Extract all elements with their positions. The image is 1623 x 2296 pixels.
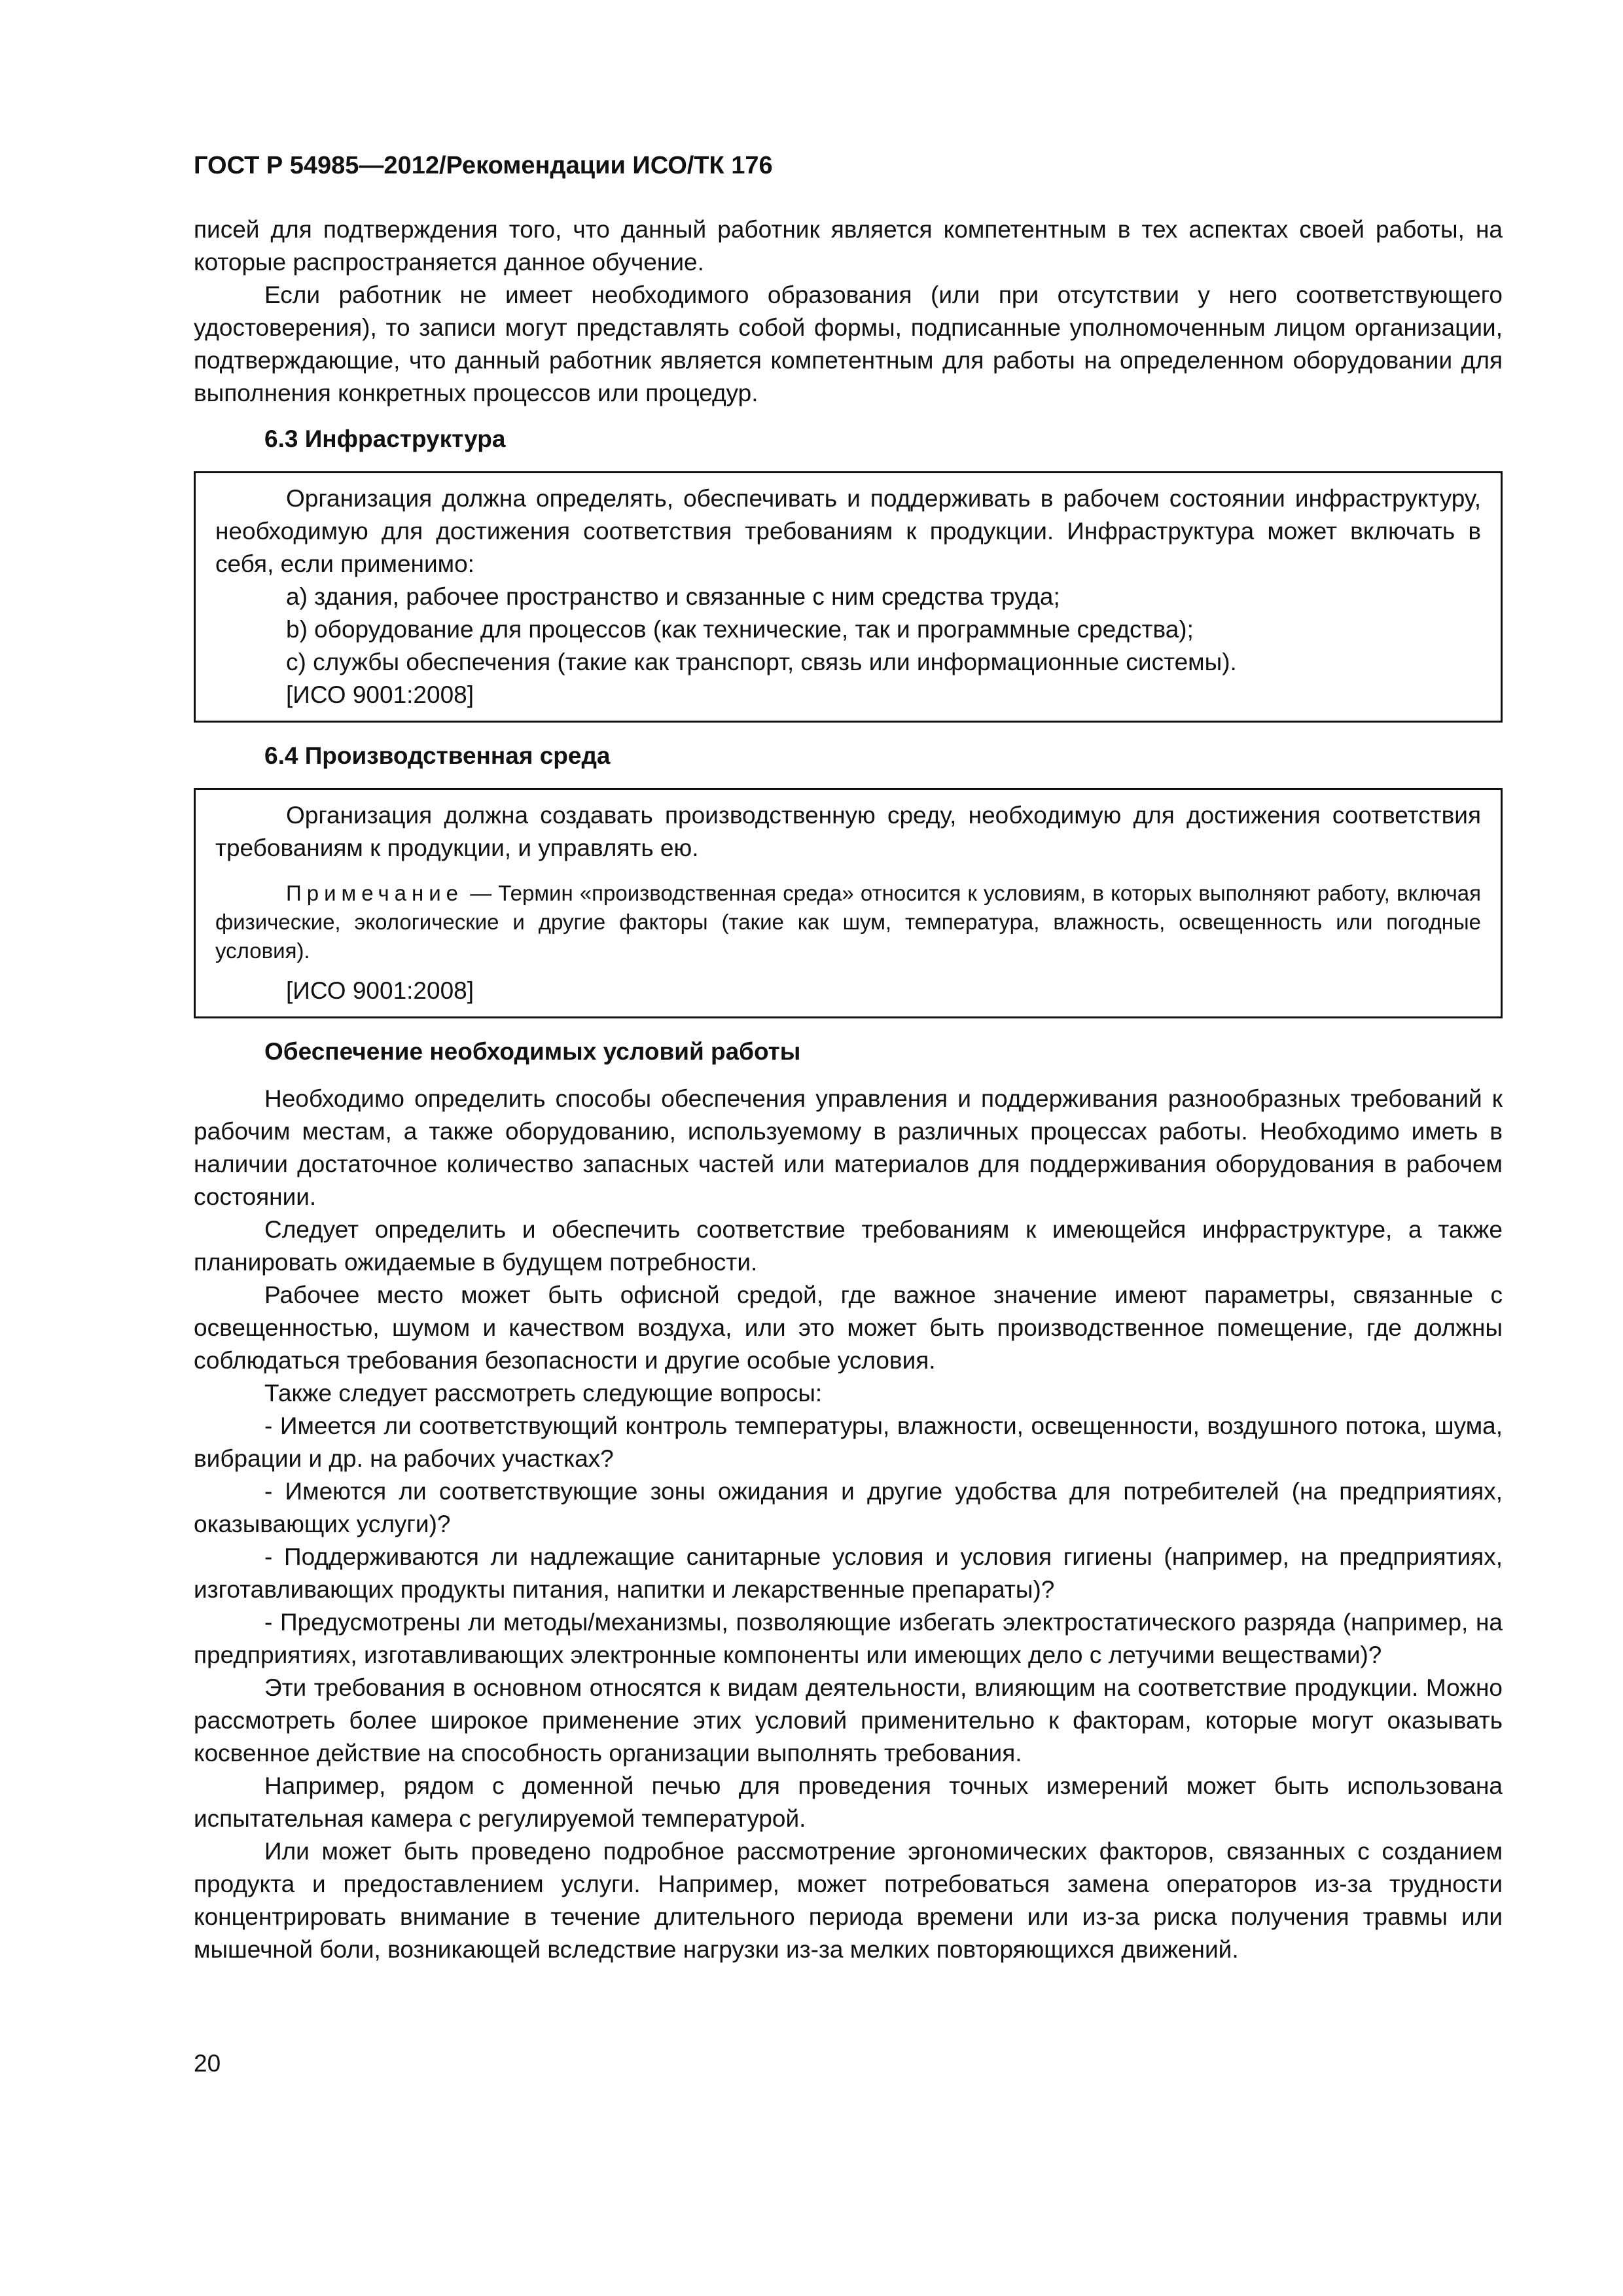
body-paragraph: Эти требования в основном относятся к видам деятельности, влияющим на соответствие продукции. Можно рассмотреть более широкое применение этих условий применительно к факторам, которые могут оказывать косвенное действие на способность организации выполнять требования. (194, 1674, 1503, 1767)
body-paragraph: Также следует рассмотреть следующие вопросы: (264, 1380, 823, 1407)
note-text: — Термин «производственная среда» относится к условиям, в которых выполняют работу, включая физические, экологические и другие факторы (такие как шум, температура, влажность, освещенность или погодные условия). (215, 881, 1481, 963)
page-number: 20 (194, 2050, 221, 2077)
question-item: - Имеются ли соответствующие зоны ожидания и другие удобства для потребителей (на предприятиях, оказывающих услуги)? (194, 1478, 1503, 1537)
section-6-3-box-text: Организация должна определять, обеспечивать и поддерживать в рабочем состоянии инфраструктуру, необходимую для достижения соответствия требованиям к продукции. Инфраструктура может включать в себя, если применимо: (215, 485, 1481, 577)
section-6-3-reference: [ИСО 9001:2008] (286, 681, 474, 708)
question-item: - Имеется ли соответствующий контроль температуры, влажности, освещенности, воздушного потока, шума, вибрации и др. на рабочих участках? (194, 1412, 1503, 1472)
intro-paragraph-1: писей для подтверждения того, что данный работник является компетентным в тех аспектах своей работы, на которые распространяется данное обучение. (194, 216, 1503, 276)
body-paragraph: Рабочее место может быть офисной средой, где важное значение имеют параметры, связанные с освещенностью, шумом и качеством воздуха, или это может быть производственное помещение, где должны соблюдаться требования безопасности и другие особые условия. (194, 1282, 1503, 1374)
section-6-3-item-a: a) здания, рабочее пространство и связанные с ним средства труда; (286, 583, 1060, 610)
body-paragraph: Следует определить и обеспечить соответствие требованиям к имеющейся инфраструктуре, а также планировать ожидаемые в будущем потребности. (194, 1216, 1503, 1276)
section-6-4-heading: 6.4 Производственная среда (264, 742, 611, 769)
document-page (194, 149, 1503, 1966)
section-6-3-item-c: c) службы обеспечения (такие как транспорт, связь или информационные системы). (286, 649, 1237, 675)
document-header: ГОСТ Р 54985—2012/Рекомендации ИСО/ТК 176 (194, 152, 773, 179)
section-6-4-note (215, 879, 1481, 965)
section-6-3-requirement-box (194, 471, 1503, 723)
note-label: Примечание (286, 881, 464, 905)
section-6-3-heading: 6.3 Инфраструктура (264, 425, 506, 452)
section-6-4-requirement-box (194, 788, 1503, 1018)
question-item: - Предусмотрены ли методы/механизмы, позволяющие избегать электростатического разряда (например, на предприятиях, изготавливающих электронные компоненты или имеющих дело с летучими веществами)? (194, 1609, 1503, 1668)
section-6-4-box-text: Организация должна создавать производственную среду, необходимую для достижения соответствия требованиям к продукции, и управлять ею. (215, 802, 1481, 861)
section-6-4-reference: [ИСО 9001:2008] (286, 977, 474, 1004)
question-item: - Поддерживаются ли надлежащие санитарные условия и условия гигиены (например, на предприятиях, изготавливающих продукты питания, напитки и лекарственные препараты)? (194, 1543, 1503, 1603)
intro-paragraph-2: Если работник не имеет необходимого образования (или при отсутствии у него соответствующего удостоверения), то записи могут представлять собой формы, подписанные уполномоченным лицом организации, подтверждающие, что данный работник является компетентным для работы на определенном оборудовании для выполнения конкретных процессов или процедур. (194, 281, 1503, 406)
subsection-heading: Обеспечение необходимых условий работы (264, 1038, 801, 1065)
body-paragraph: Или может быть проведено подробное рассмотрение эргономических факторов, связанных с созданием продукта и предоставлением услуги. Например, может потребоваться замена операторов из-за трудности концентрировать внимание в течение длительного периода времени или из-за риска получения травмы или мышечной боли, возникающей вследствие нагрузки из-за мелких повторяющихся движений. (194, 1838, 1503, 1963)
body-paragraph: Необходимо определить способы обеспечения управления и поддерживания разнообразных требований к рабочим местам, а также оборудованию, используемому в различных процессах работы. Необходимо иметь в наличии достаточное количество запасных частей или материалов для поддерживания оборудования в рабочем состоянии. (194, 1085, 1503, 1210)
section-6-3-item-b: b) оборудование для процессов (как технические, так и программные средства); (286, 616, 1194, 643)
body-paragraph: Например, рядом с доменной печью для проведения точных измерений может быть использована испытательная камера с регулируемой температурой. (194, 1772, 1503, 1832)
